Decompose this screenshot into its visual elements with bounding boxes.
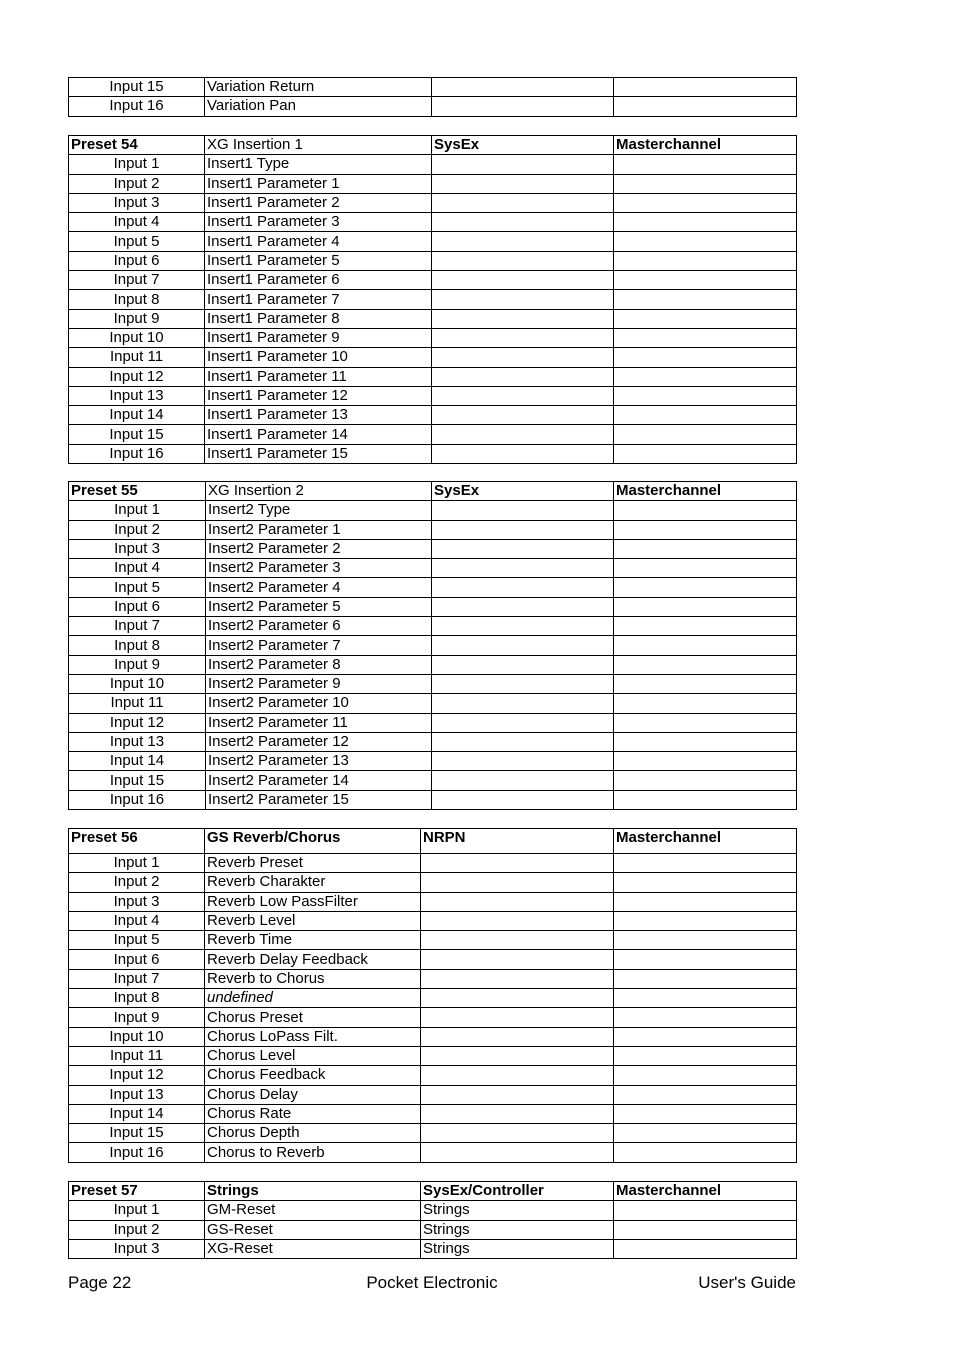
input-label-cell: Input 3 [69,892,205,911]
input-label-cell: Input 11 [69,1046,205,1065]
input-label-cell: Input 9 [69,655,206,674]
table-cell [614,655,797,674]
table-cell [432,771,614,790]
input-label-cell: Input 16 [69,97,205,116]
table-cell: Insert2 Parameter 10 [206,694,432,713]
input-label-cell: Input 6 [69,251,205,270]
table-cell [421,1104,614,1123]
table-cell: Insert2 Parameter 8 [206,655,432,674]
table-cell: Insert1 Parameter 5 [205,251,432,270]
table-row [69,271,797,290]
footer-page-number: Page 22 [68,1273,132,1292]
header-cell: Masterchannel [614,136,797,155]
table-row [69,559,797,578]
table-cell [421,931,614,950]
table-cell [432,597,614,616]
table-cell [432,617,614,636]
table-cell: Insert2 Parameter 1 [206,520,432,539]
table-row [69,1220,797,1239]
table-cell [614,911,797,930]
table-cell [432,501,614,520]
table-cell [421,1066,614,1085]
table-cell [614,617,797,636]
table-cell: Insert1 Parameter 7 [205,290,432,309]
table-cell [614,444,797,463]
preset-56-table [68,828,797,1163]
table-row [69,911,797,930]
table-cell: Chorus Feedback [205,1066,421,1085]
input-label-cell: Input 13 [69,732,206,751]
table-row [69,969,797,988]
table-cell: Reverb Charakter [205,873,421,892]
table-cell [432,578,614,597]
table-cell: Insert1 Parameter 4 [205,232,432,251]
table-row [69,1085,797,1104]
table-cell: Insert2 Parameter 15 [206,790,432,809]
table-header-row [69,482,797,501]
table-cell [421,1046,614,1065]
table-cell [432,520,614,539]
table-row [69,597,797,616]
input-label-cell: Input 2 [69,873,205,892]
table-cell [432,290,614,309]
table-cell: Reverb to Chorus [205,969,421,988]
table-cell [432,367,614,386]
table-cell [614,559,797,578]
table-cell: Insert1 Parameter 6 [205,271,432,290]
input-label-cell: Input 15 [69,771,206,790]
table-cell [614,78,797,97]
header-cell: Masterchannel [614,1182,797,1201]
table-cell: Variation Pan [205,97,432,116]
table-cell: Insert2 Parameter 11 [206,713,432,732]
table-row [69,854,797,873]
table-row [69,174,797,193]
input-label-cell: Input 1 [69,854,205,873]
table-cell [432,97,614,116]
table-cell: Strings [421,1220,614,1239]
table-cell [614,193,797,212]
input-label-cell: Input 12 [69,713,206,732]
table-cell: Insert1 Parameter 2 [205,193,432,212]
input-label-cell: Input 9 [69,309,205,328]
table-cell [432,78,614,97]
input-label-cell: Input 14 [69,1104,205,1123]
input-label-cell: Input 3 [69,1239,205,1258]
table-row [69,892,797,911]
table-cell: Insert1 Parameter 14 [205,425,432,444]
table-cell [432,694,614,713]
table-row [69,155,797,174]
table-cell: Insert2 Parameter 3 [206,559,432,578]
table-cell [432,348,614,367]
table-cell [614,1201,797,1220]
table-cell [432,636,614,655]
table-cell: Strings [421,1201,614,1220]
table-cell: Reverb Delay Feedback [205,950,421,969]
input-label-cell: Input 12 [69,367,205,386]
input-label-cell: Input 10 [69,328,205,347]
table-row [69,251,797,270]
table-row [69,1008,797,1027]
preset-57-table [68,1181,797,1259]
table-cell: Insert2 Parameter 6 [206,617,432,636]
table-cell [432,271,614,290]
table-cell [614,694,797,713]
table-cell [614,989,797,1008]
table-cell [614,1104,797,1123]
table-cell: Chorus Depth [205,1124,421,1143]
input-label-cell: Input 7 [69,617,206,636]
table-row [69,1104,797,1123]
input-label-cell: Input 14 [69,406,205,425]
table-cell: Insert2 Parameter 5 [206,597,432,616]
header-cell: XG Insertion 2 [206,482,432,501]
table-cell: Chorus Rate [205,1104,421,1123]
table-cell [614,406,797,425]
table-cell [432,444,614,463]
input-label-cell: Input 6 [69,597,206,616]
table-cell: Insert2 Parameter 4 [206,578,432,597]
table-row [69,367,797,386]
table-cell: Insert1 Parameter 13 [205,406,432,425]
input-label-cell: Input 2 [69,520,206,539]
table-cell [614,1008,797,1027]
input-label-cell: Input 11 [69,348,205,367]
table-cell: Strings [421,1239,614,1258]
header-cell: SysEx [432,482,614,501]
table-cell [614,386,797,405]
table-cell: Reverb Preset [205,854,421,873]
table-cell [614,597,797,616]
input-label-cell: Input 13 [69,1085,205,1104]
table-cell [432,752,614,771]
input-label-cell: Input 2 [69,1220,205,1239]
table-cell: Insert2 Parameter 14 [206,771,432,790]
table-cell [614,713,797,732]
input-label-cell: Input 5 [69,931,205,950]
table-row [69,386,797,405]
preset-55-table [68,481,797,810]
input-label-cell: Input 8 [69,290,205,309]
input-label-cell: Input 10 [69,674,206,693]
table-cell [614,1027,797,1046]
table-row [69,97,797,116]
header-cell: XG Insertion 1 [205,136,432,155]
table-cell: Insert2 Parameter 2 [206,539,432,558]
table-cell [421,1124,614,1143]
table-cell [432,406,614,425]
table-cell [614,752,797,771]
table-cell [614,1239,797,1258]
input-label-cell: Input 8 [69,636,206,655]
table-cell: Chorus LoPass Filt. [205,1027,421,1046]
table-row [69,636,797,655]
table-row [69,694,797,713]
input-label-cell: Input 12 [69,1066,205,1085]
input-label-cell: Input 15 [69,425,205,444]
table-cell: Insert2 Parameter 7 [206,636,432,655]
input-label-cell: Input 3 [69,193,205,212]
input-label-cell: Input 10 [69,1027,205,1046]
table-cell: Insert1 Parameter 8 [205,309,432,328]
table-cell [614,636,797,655]
table-cell [614,271,797,290]
continuation-table [68,77,797,117]
table-cell: Chorus Delay [205,1085,421,1104]
table-cell [614,1085,797,1104]
table-cell [614,251,797,270]
input-label-cell: Input 3 [69,539,206,558]
header-cell: SysEx [432,136,614,155]
table-cell [614,1124,797,1143]
input-label-cell: Input 6 [69,950,205,969]
table-cell [432,251,614,270]
table-cell: Insert1 Parameter 3 [205,213,432,232]
table-row [69,752,797,771]
table-row [69,790,797,809]
input-label-cell: Input 4 [69,559,206,578]
table-row [69,520,797,539]
table-cell: Insert2 Parameter 13 [206,752,432,771]
table-cell [432,386,614,405]
table-row [69,501,797,520]
input-label-cell: Input 2 [69,174,205,193]
table-cell [432,732,614,751]
table-cell [432,713,614,732]
table-cell [614,213,797,232]
header-cell: GS Reverb/Chorus [205,829,421,854]
table-cell [614,1066,797,1085]
table-cell [614,1046,797,1065]
table-cell: Reverb Low PassFilter [205,892,421,911]
header-cell: NRPN [421,829,614,854]
table-header-row [69,1182,797,1201]
input-label-cell: Input 4 [69,213,205,232]
table-cell [614,873,797,892]
table-cell [614,290,797,309]
input-label-cell: Input 1 [69,501,206,520]
input-label-cell: Input 15 [69,1124,205,1143]
table-cell [432,790,614,809]
table-cell [614,97,797,116]
table-cell [432,425,614,444]
input-label-cell: Input 13 [69,386,205,405]
header-cell: Preset 57 [69,1182,205,1201]
table-cell [421,969,614,988]
header-cell: Preset 56 [69,829,205,854]
table-cell [614,309,797,328]
input-label-cell: Input 5 [69,232,205,251]
table-cell [614,1143,797,1162]
table-cell [421,873,614,892]
header-cell: Strings [205,1182,421,1201]
table-cell: Insert1 Parameter 15 [205,444,432,463]
table-row [69,1143,797,1162]
header-cell: Masterchannel [614,482,797,501]
table-cell [614,674,797,693]
table-row [69,348,797,367]
table-cell [432,174,614,193]
table-cell: Insert1 Parameter 1 [205,174,432,193]
table-cell: Reverb Level [205,911,421,930]
table-row [69,1066,797,1085]
table-row [69,1027,797,1046]
table-cell [614,520,797,539]
table-cell [614,425,797,444]
input-label-cell: Input 16 [69,444,205,463]
table-row [69,232,797,251]
header-cell: Masterchannel [614,829,797,854]
table-cell: Reverb Time [205,931,421,950]
table-cell [432,559,614,578]
table-cell [614,771,797,790]
table-row [69,578,797,597]
table-cell: Insert1 Parameter 11 [205,367,432,386]
table-cell [432,213,614,232]
preset-54-table [68,135,797,464]
table-row [69,732,797,751]
table-row [69,213,797,232]
table-cell [432,328,614,347]
table-cell [421,911,614,930]
table-cell [421,1085,614,1104]
table-cell [614,969,797,988]
table-cell [421,854,614,873]
input-label-cell: Input 1 [69,155,205,174]
header-cell: Preset 54 [69,136,205,155]
table-row [69,950,797,969]
table-cell [432,193,614,212]
table-row [69,539,797,558]
table-cell [421,1027,614,1046]
table-cell [614,578,797,597]
table-cell [614,790,797,809]
table-cell [614,501,797,520]
table-cell: XG-Reset [205,1239,421,1258]
input-label-cell: Input 1 [69,1201,205,1220]
table-cell [421,1008,614,1027]
header-cell: Preset 55 [69,482,206,501]
table-row [69,931,797,950]
table-cell: Insert2 Type [206,501,432,520]
table-cell [421,1143,614,1162]
table-row [69,1124,797,1143]
table-row [69,771,797,790]
table-cell: Chorus Level [205,1046,421,1065]
input-label-cell: Input 11 [69,694,206,713]
header-cell: SysEx/Controller [421,1182,614,1201]
table-cell [614,931,797,950]
table-row [69,78,797,97]
table-cell: Insert2 Parameter 9 [206,674,432,693]
table-cell: Insert1 Parameter 12 [205,386,432,405]
table-cell: Chorus to Reverb [205,1143,421,1162]
input-label-cell: Input 5 [69,578,206,597]
input-label-cell: Input 14 [69,752,206,771]
table-cell [614,1220,797,1239]
table-row [69,1239,797,1258]
table-cell [432,674,614,693]
table-header-row [69,829,797,854]
footer-guide: User's Guide [698,1273,796,1292]
table-cell: Insert2 Parameter 12 [206,732,432,751]
table-cell [614,174,797,193]
table-cell: undefined [205,989,421,1008]
table-cell [614,732,797,751]
table-cell [614,367,797,386]
page-footer [68,1273,796,1293]
table-cell [614,950,797,969]
table-cell [614,854,797,873]
table-row [69,873,797,892]
input-label-cell: Input 16 [69,790,206,809]
input-label-cell: Input 16 [69,1143,205,1162]
table-cell [614,348,797,367]
table-row [69,309,797,328]
table-row [69,1046,797,1065]
table-cell: GS-Reset [205,1220,421,1239]
table-cell [432,155,614,174]
table-cell: Insert1 Parameter 9 [205,328,432,347]
footer-title: Pocket Electronic [366,1273,498,1292]
table-row [69,193,797,212]
table-row [69,617,797,636]
table-row [69,674,797,693]
table-cell [421,892,614,911]
table-row [69,989,797,1008]
table-cell [614,155,797,174]
table-cell [614,539,797,558]
table-cell [421,950,614,969]
table-row [69,1201,797,1220]
table-row [69,425,797,444]
table-cell [614,232,797,251]
table-header-row [69,136,797,155]
table-cell: Variation Return [205,78,432,97]
table-cell: Insert1 Parameter 10 [205,348,432,367]
table-row [69,713,797,732]
table-row [69,406,797,425]
table-row [69,328,797,347]
table-row [69,290,797,309]
input-label-cell: Input 7 [69,969,205,988]
table-cell [432,655,614,674]
input-label-cell: Input 15 [69,78,205,97]
table-cell: Chorus Preset [205,1008,421,1027]
input-label-cell: Input 4 [69,911,205,930]
table-cell [614,892,797,911]
table-cell [614,328,797,347]
table-cell [432,309,614,328]
input-label-cell: Input 9 [69,1008,205,1027]
table-cell [432,232,614,251]
table-row [69,444,797,463]
input-label-cell: Input 8 [69,989,205,1008]
table-cell [421,989,614,1008]
table-cell: GM-Reset [205,1201,421,1220]
table-cell [432,539,614,558]
input-label-cell: Input 7 [69,271,205,290]
table-cell: Insert1 Type [205,155,432,174]
table-row [69,655,797,674]
